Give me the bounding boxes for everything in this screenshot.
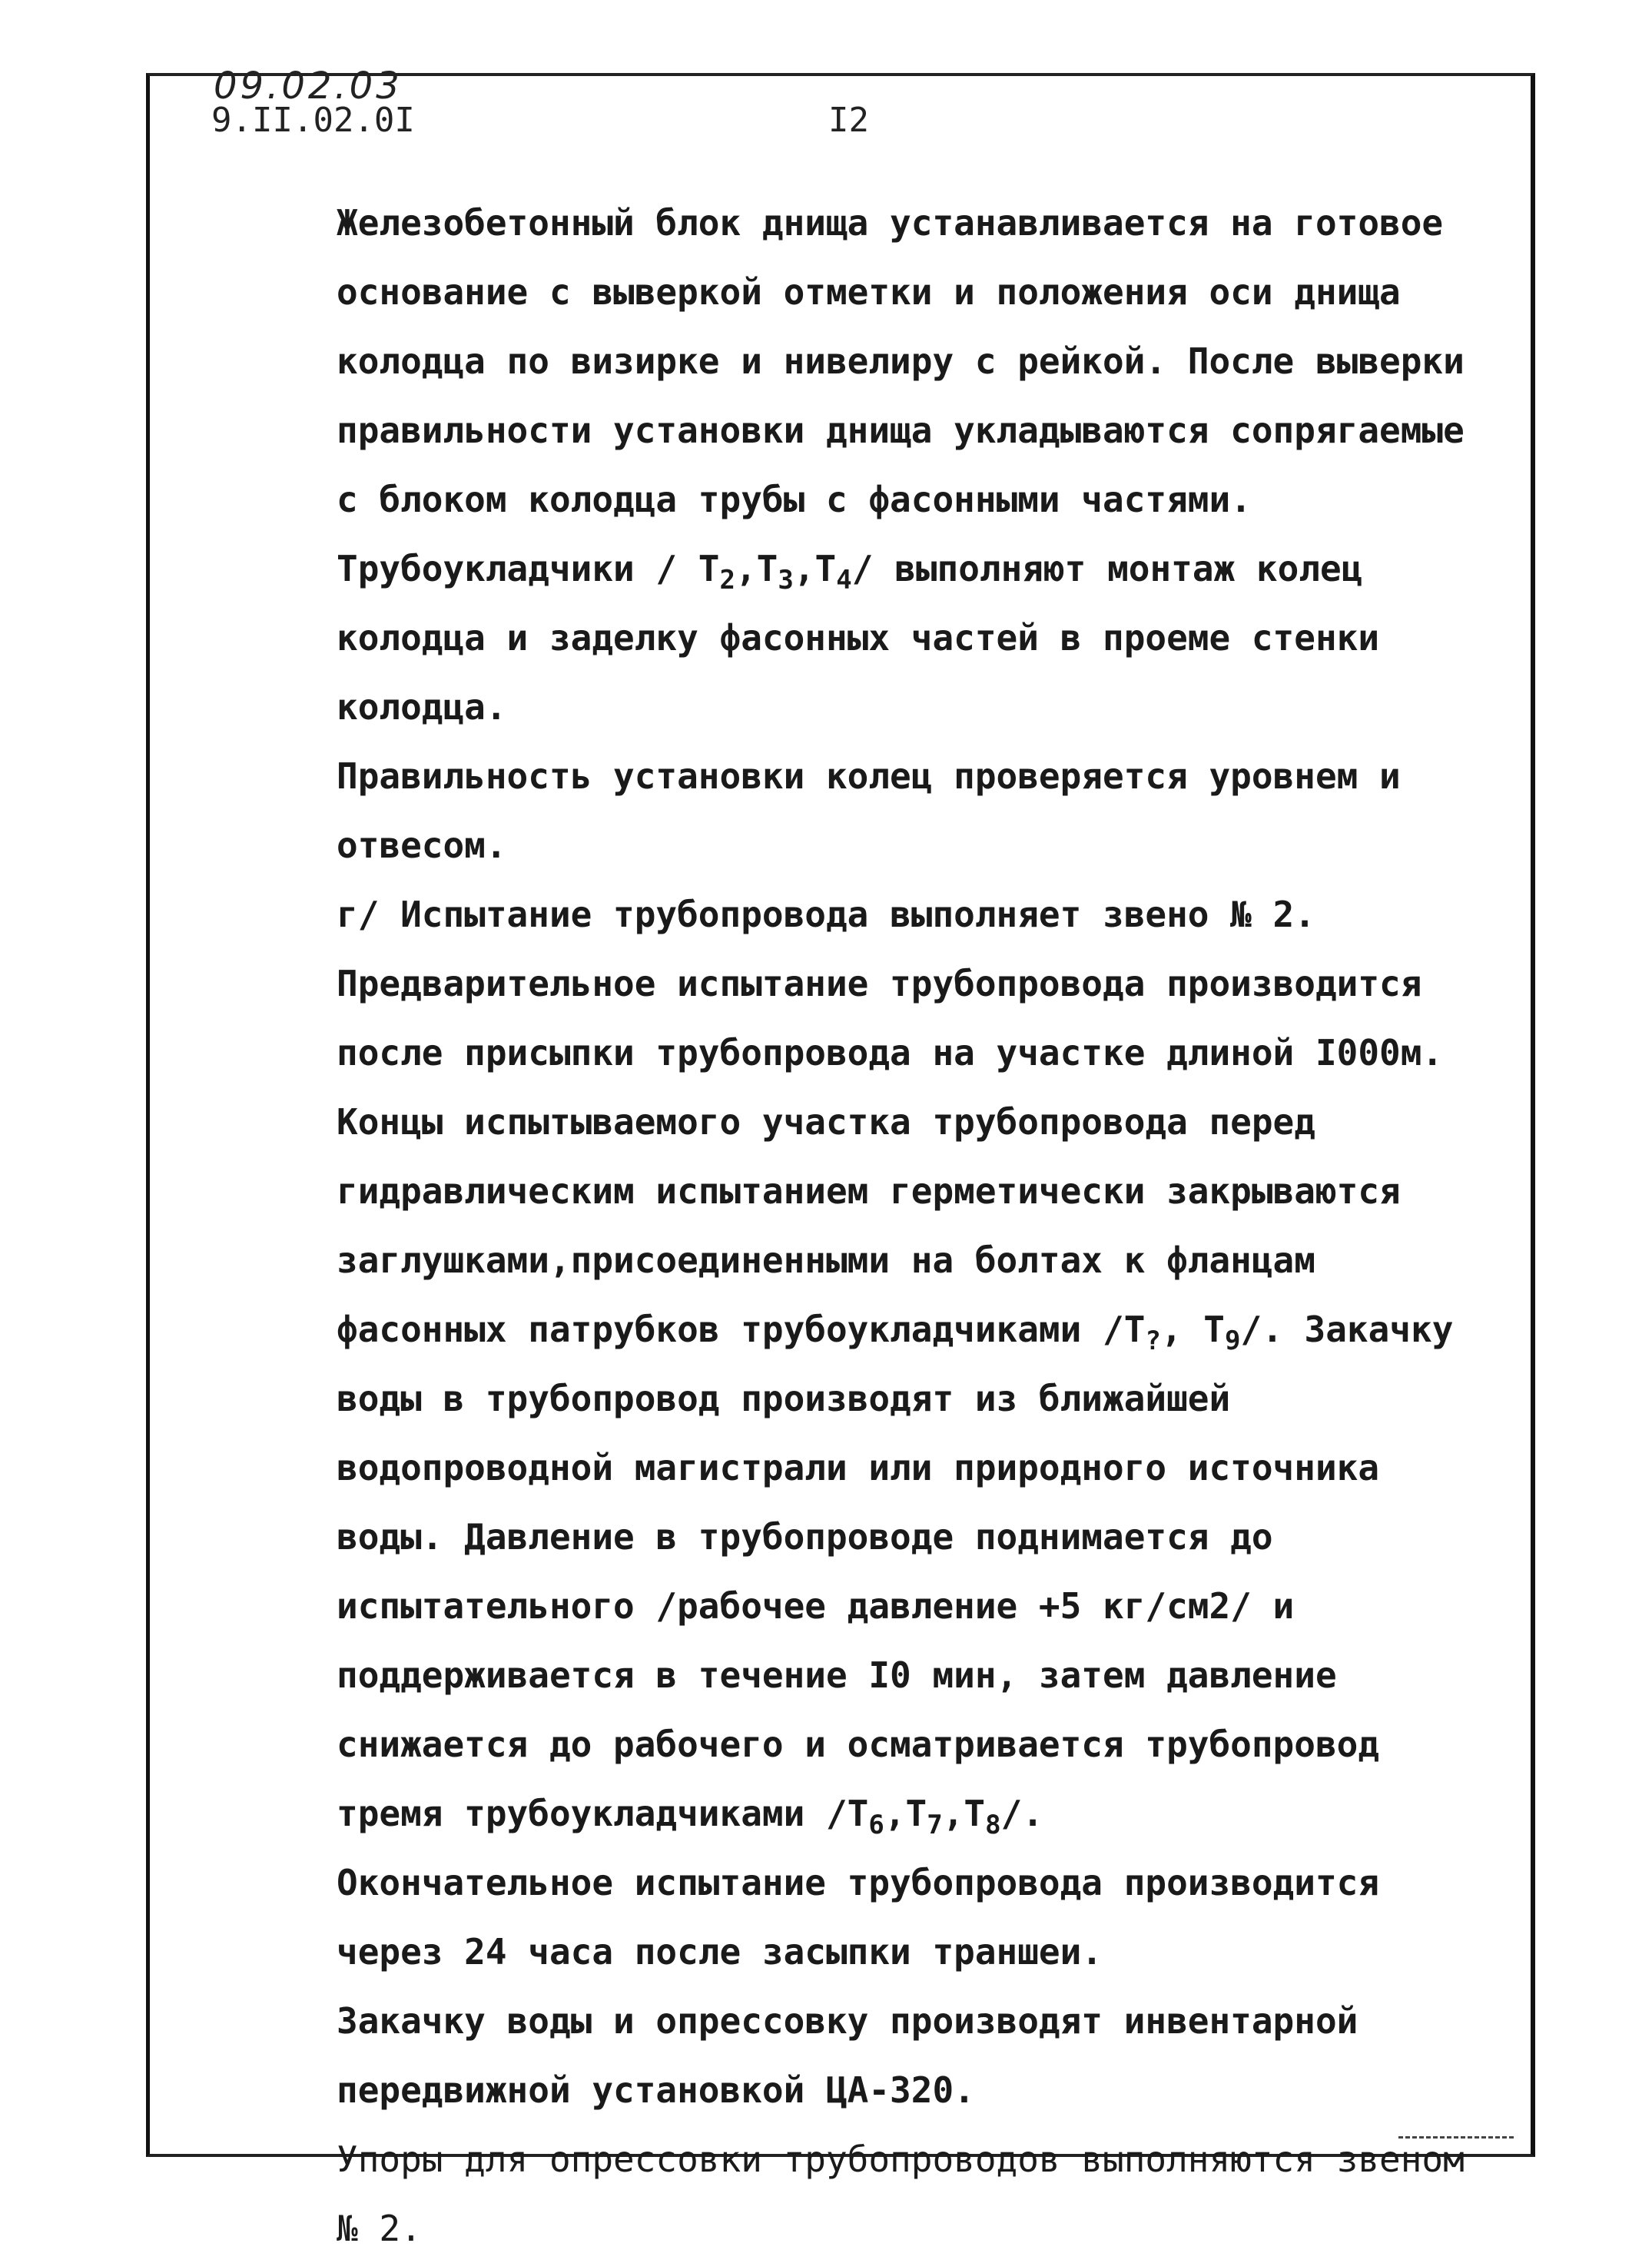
document-code: 9.II.02.0I xyxy=(211,101,415,140)
subscript: 4 xyxy=(836,565,852,596)
paragraph-stops: Упоры для опрессовки трубопроводов выполняются звеном № 2. xyxy=(337,2139,1465,2249)
subscript: 6 xyxy=(868,1810,884,1840)
text-run: ,Т xyxy=(942,1793,986,1834)
corner-dash-mark xyxy=(1398,2136,1514,2139)
text-run: ,Т xyxy=(884,1793,927,1834)
subscript: 8 xyxy=(985,1810,1001,1840)
document-body xyxy=(214,188,1474,2263)
text-run: /. Закачку воды в трубопровод производят из ближайшей водопроводной магистрали или природного источника воды. Давление в трубопроводе поднимается до испытательного /рабочее давление +5 кг/см2/ и поддерживается в течение I0 мин, затем давление снижается до рабочего и осматривается трубопровод тремя трубоукладчиками /Т xyxy=(337,1309,1454,1834)
paragraph-ring-check: Правильность установки колец проверяется уровнем и отвесом. xyxy=(337,755,1401,866)
handwritten-document-code: 09.02.03 xyxy=(214,65,403,108)
subscript: 9 xyxy=(1224,1326,1241,1356)
paragraph-testing-heading: г/ Испытание трубопровода выполняет звено № 2. xyxy=(337,894,1315,935)
subscript: ? xyxy=(1145,1326,1161,1356)
text-run: Трубоукладчики / Т xyxy=(337,548,720,589)
subscript: 2 xyxy=(719,565,735,596)
text-run: , Т xyxy=(1160,1309,1225,1350)
text-run: /. xyxy=(1000,1793,1043,1834)
subscript: 3 xyxy=(778,565,794,596)
page-number: I2 xyxy=(828,101,869,140)
text-run: Предварительное испытание трубопровода производится после присыпки трубопровода на участке длиной I000м. Концы испытываемого участка трубопровода перед гидравлическим испытанием герметически закрываются заглушками,присоединенными на болтах к фланцам фасонных патрубков трубоукладчиками /Т xyxy=(337,963,1444,1350)
text-run: / выполняют монтаж колец колодца и заделку фасонных частей в проеме стенки колодца. xyxy=(337,548,1380,728)
paragraph-ring-installation xyxy=(214,534,1474,742)
paragraph-preliminary-test xyxy=(214,949,1474,1848)
text-run: ,Т xyxy=(793,548,837,589)
paragraph-pumping-unit: Закачку воды и опрессовку производят инвентарной передвижной установкой ЦА-320. xyxy=(337,2000,1358,2111)
text-run: ,Т xyxy=(735,548,778,589)
paragraph-final-test: Окончательное испытание трубопровода производится через 24 часа после засыпки траншеи. xyxy=(337,1862,1380,1973)
paragraph-foundation-block: Железобетонный блок днища устанавливается на готовое основание с выверкой отметки и положения оси днища колодца по визирке и нивелиру с рейкой. После выверки правильности установки днища укладываются сопрягаемые с блоком колодца трубы с фасонными частями. xyxy=(337,202,1465,520)
subscript: 7 xyxy=(927,1810,943,1840)
